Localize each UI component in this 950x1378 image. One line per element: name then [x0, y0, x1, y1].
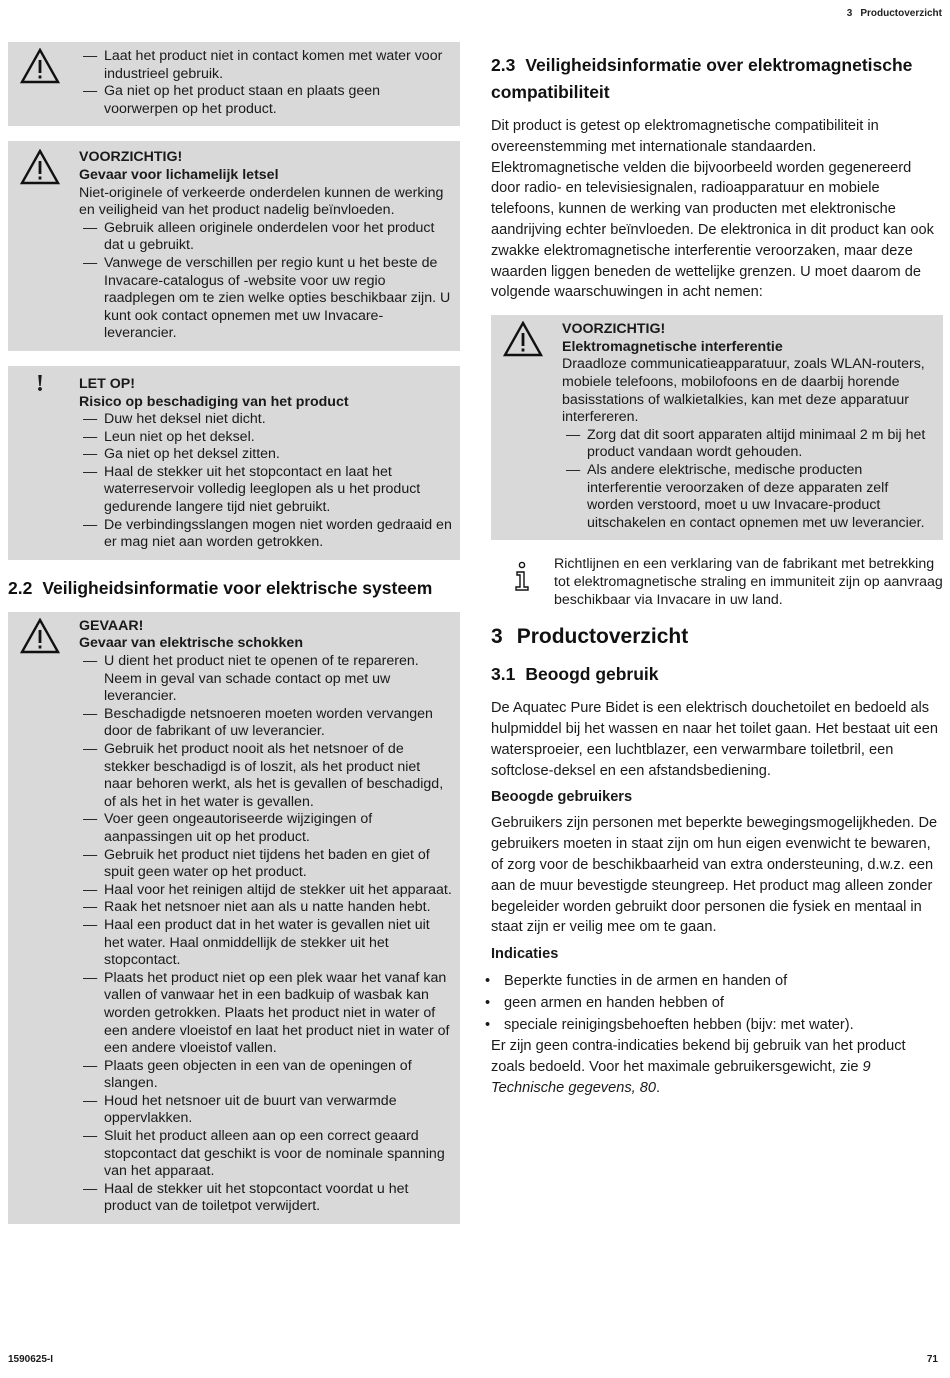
emc-list [562, 427, 935, 533]
signal-word: GEVAAR! [79, 617, 144, 634]
chapter-heading [491, 625, 943, 649]
info-note [491, 555, 943, 609]
danger-item: — Plaats het product niet op een plek waar het vanaf kan vallen of vanwaar het in een badkuip of wasbak kan worden getrokken. Plaats het product niet in water of een andere vloeistof en laat het product niet in water of een andere vloeistof vallen. [79, 970, 452, 1058]
running-header-chapter-number: 3 [846, 8, 853, 19]
danger-list [79, 653, 452, 1216]
chapter-title: Productoverzicht [516, 625, 689, 649]
notice-list [79, 411, 452, 552]
section-title: Beoogd gebruik [525, 664, 659, 685]
hazard-heading: Risico op beschadiging van het product [79, 393, 349, 410]
indication-item: • Beperkte functies in de armen en handen of [491, 970, 943, 992]
section-number: 2.2 [8, 577, 33, 598]
exclamation-icon: ! [36, 370, 44, 397]
contraindications-text: Er zijn geen contra-indicaties bekend bij gebruik van het product zoals bedoeld. Voor het maximale gebruikersgewicht, zie [491, 1038, 906, 1076]
warning-triangle-icon [503, 321, 543, 357]
danger-item: — Gebruik het product niet tijdens het baden en giet of spuit geen water op het product. [79, 847, 452, 882]
running-header [847, 8, 942, 19]
signal-word: LET OP! [79, 375, 135, 392]
signal-word: VOORZICHTIG! [562, 321, 666, 338]
emc-item: — Zorg dat dit soort apparaten altijd minimaal 2 m bij het product vandaan wordt gehouden. [562, 427, 935, 462]
notice-item: — Haal de stekker uit het stopcontact en laat het waterreservoir volledig leeglopen als u het product gedurende langere tijd niet gebruikt. [79, 464, 452, 517]
page-number: 71 [926, 1354, 938, 1365]
danger-item: — Voer geen ongeautoriseerde wijzigingen of aanpassingen uit op het product. [79, 811, 452, 846]
notice-item: — Ga niet op het deksel zitten. [79, 446, 452, 464]
caution-item: — Gebruik alleen originele onderdelen voor het product dat u gebruikt. [79, 220, 452, 255]
notice-box-damage [8, 366, 460, 560]
warning-list [79, 48, 452, 118]
section-heading-3-1 [491, 661, 943, 688]
section-title: Veiligheidsinformatie over elektromagnetische compatibiliteit [491, 55, 913, 102]
danger-item: — Beschadigde netsnoeren moeten worden vervangen door de fabrikant of uw leverancier. [79, 706, 452, 741]
notice-item: — Duw het deksel niet dicht. [79, 411, 452, 429]
hazard-text: Draadloze communicatieapparatuur, zoals WLAN-routers, mobiele telefoons, mobilofoons en de daarbij horende basisstations of walkietalkies, kan met deze apparatuur interfereren. [562, 356, 925, 426]
danger-item: — Gebruik het product nooit als het netsnoer of de stekker beschadigd is of loszit, als het product niet naar behoren werkt, als het is gevallen of beschadigd, of als het in het water is gevallen. [79, 741, 452, 811]
warning-item: — Laat het product niet in contact komen met water voor industrieel gebruik. [79, 48, 452, 83]
danger-item: — Houd het netsnoer uit de buurt van verwarmde oppervlakken. [79, 1093, 452, 1128]
emc-item: — Als andere elektrische, medische producten interferentie veroorzaken of deze apparaten zelf worden verstoord, moet u uw Invacare-product uitschakelen en contact opnemen met uw leverancier. [562, 462, 935, 532]
danger-item: — Sluit het product alleen aan op een correct geaard stopcontact dat geschikt is voor de nominale spanning van het apparaat. [79, 1128, 452, 1181]
caution-box-injury [8, 141, 460, 351]
hazard-heading: Elektromagnetische interferentie [562, 338, 783, 355]
indication-item: • speciale reinigingsbehoeften hebben (bijv: met water). [491, 1014, 943, 1036]
indications-list [491, 970, 943, 1036]
danger-item: — Haal voor het reinigen altijd de stekker uit het apparaat. [79, 882, 452, 900]
caution-box-emc [491, 315, 943, 540]
hazard-heading: Gevaar van elektrische schokken [79, 635, 303, 652]
info-icon [513, 561, 533, 591]
indication-item: • geen armen en handen hebben of [491, 992, 943, 1014]
hazard-text: Niet-originele of verkeerde onderdelen kunnen de werking en veiligheid van het product nadelig beïnvloeden. [79, 184, 444, 219]
section-number: 3.1 [491, 664, 516, 685]
contraindications-paragraph [491, 1036, 943, 1098]
warning-triangle-icon [20, 149, 60, 185]
users-paragraph: Gebruikers zijn personen met beperkte bewegingsmogelijkheden. De gebruikers moeten in staat zijn om hun eigen evenwicht te bewaren, of zorg voor de beschikbaarheid van extra ondersteuning, d.w.z. een aan de muur bevestigde steungreep. Het product mag alleen zonder begeleider worden gebruikt door personen die fysiek en mentaal in staat zijn er veilig mee om te gaan. [491, 815, 938, 936]
danger-item: — Plaats geen objecten in een van de openingen of slangen. [79, 1058, 452, 1093]
indications-heading: Indicaties [491, 946, 559, 963]
warning-item: — Ga niet op het product staan en plaats geen voorwerpen op het product. [79, 83, 452, 118]
hazard-heading: Gevaar voor lichamelijk letsel [79, 166, 279, 183]
users-heading: Beoogde gebruikers [491, 789, 633, 806]
danger-box-electric [8, 612, 460, 1224]
warning-triangle-icon [20, 48, 60, 84]
section-heading-2-2 [8, 575, 460, 602]
document-id: 1590625-I [8, 1354, 54, 1365]
info-text: Richtlijnen en een verklaring van de fabrikant met betrekking tot elektromagnetische straling en immuniteit zijn op aanvraag beschikbaar via Invacare in uw land. [554, 556, 943, 609]
notice-item: — De verbindingsslangen mogen niet worden gedraaid en er mag niet aan worden getrokken. [79, 517, 452, 552]
chapter-number: 3 [491, 625, 503, 649]
left-column [8, 42, 460, 1239]
section-number: 2.3 [491, 55, 516, 75]
caution-list [79, 220, 452, 343]
running-header-chapter-title: Productoverzicht [860, 8, 942, 19]
right-column [491, 52, 943, 1107]
notice-item: — Leun niet op het deksel. [79, 429, 452, 447]
danger-item: — Raak het netsnoer niet aan als u natte handen hebt. [79, 899, 452, 917]
danger-item: — U dient het product niet te openen of te repareren. Neem in geval van schade contact op met uw leverancier. [79, 653, 452, 706]
contraindications-end: . [655, 1079, 661, 1096]
danger-item: — Haal de stekker uit het stopcontact voordat u het product van de toiletpot verwijdert. [79, 1181, 452, 1216]
emc-paragraph: Dit product is getest op elektromagnetische compatibiliteit in overeenstemming met internationale standaarden. Elektromagnetische velden die bijvoorbeeld worden gegenereerd door radio- en televisiesignalen, radioapparatuur en mobiele telefoons, kunnen de werking van producten met elektronische aandrijving echter beïnvloeden. De elektronica in dit product kan ook zwakke elektromagnetische interferentie veroorzaken, maar deze waarden liggen beneden de wettelijke grenzen. U moet daarom de volgende waarschuwingen in acht nemen: [491, 118, 934, 301]
section-title: Veiligheidsinformatie voor elektrische systeem [42, 577, 433, 598]
technical-data-link[interactable]: 9 Technische gegevens, 80 [491, 1059, 871, 1096]
section-heading-2-3 [491, 52, 943, 106]
intended-use-paragraph: De Aquatec Pure Bidet is een elektrisch douchetoilet en bedoeld als hulpmiddel bij het wassen en naar het toilet gaan. Het bestaat uit een watersproeier, een luchtblazer, een verwarmbare toiletbril, een softclose-deksel en een afstandsbediening. [491, 700, 939, 779]
warning-box-water [8, 42, 460, 126]
caution-item: — Vanwege de verschillen per regio kunt u het beste de Invacare-catalogus of -website voor uw regio raadplegen om te zien welke opties beschikbaar zijn. U kunt ook contact opnemen met uw Invacare-leverancier. [79, 255, 452, 343]
warning-triangle-icon [20, 618, 60, 654]
danger-item: — Haal een product dat in het water is gevallen niet uit het water. Haal onmiddellijk de stekker uit het stopcontact. [79, 917, 452, 970]
signal-word: VOORZICHTIG! [79, 149, 183, 166]
